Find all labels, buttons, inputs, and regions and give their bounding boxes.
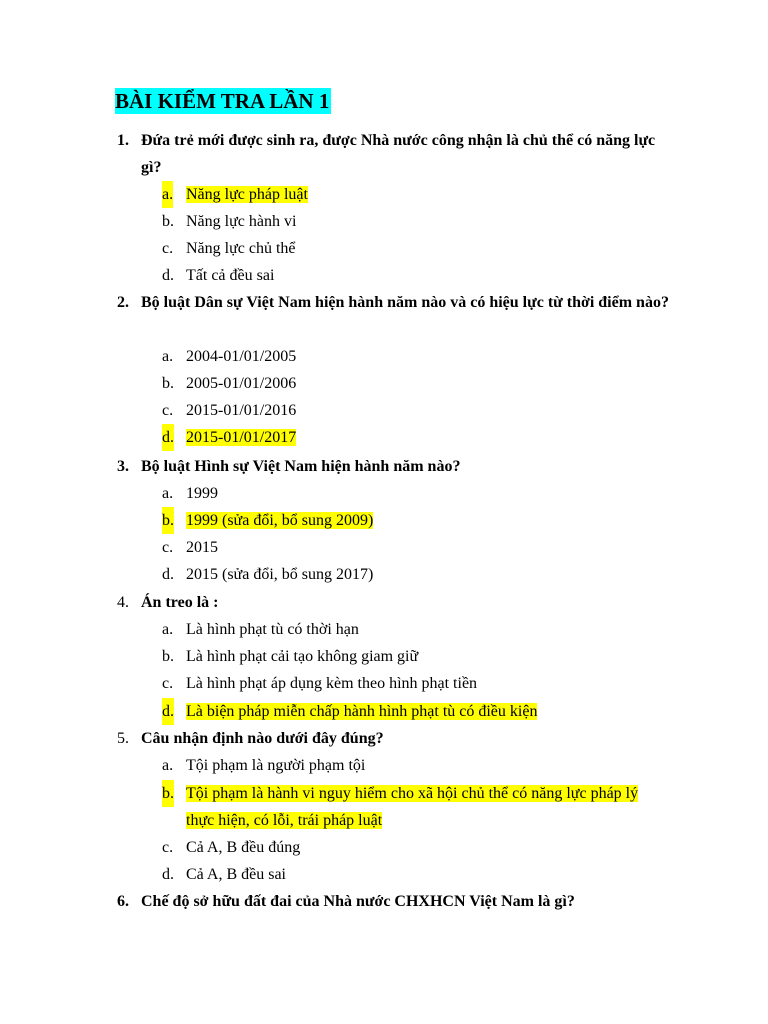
option-text: 2015-01/01/2017 [186,429,297,446]
option-letter: b. [162,213,174,230]
question-4 [117,589,677,616]
question-1 [117,127,677,181]
option-letter: c. [162,839,174,856]
question-5 [117,725,677,752]
option-letter: d. [162,267,174,284]
option-1d [162,262,682,289]
option-3a [162,480,682,507]
option-2c [162,397,682,424]
option-text: Tất cả đều sai [186,267,275,284]
option-text: 2015 [186,539,218,556]
option-text: Năng lực chủ thể [186,240,296,257]
option-text: 2015-01/01/2016 [186,402,297,419]
question-2 [117,289,677,316]
option-text: 2004-01/01/2005 [186,348,297,365]
option-text: Tội phạm là người phạm tội [186,757,366,774]
option-1c [162,235,682,262]
question-text: Bộ luật Dân sự Việt Nam hiện hành năm nào và có hiệu lực từ thời điểm nào? [141,294,669,311]
option-letter: a. [162,181,173,208]
option-text: 1999 (sửa đổi, bổ sung 2009) [186,512,374,529]
question-text: Câu nhận định nào dưới đây đúng? [141,730,384,747]
option-text: Là hình phạt áp dụng kèm theo hình phạt tiền [186,675,478,692]
option-letter: c. [162,402,174,419]
question-3 [117,453,677,480]
option-1b [162,208,682,235]
option-5c [162,834,682,861]
question-text: Chế độ sở hữu đất đai của Nhà nước CHXHCN Việt Nam là gì? [141,893,575,910]
option-5d [162,861,682,888]
option-text: Là hình phạt cải tạo không giam giữ [186,648,419,665]
option-letter: a. [162,485,174,502]
option-letter: d. [162,424,174,451]
option-text-line-1: Tội phạm là hành vi nguy hiểm cho xã hội chủ thể có năng lực pháp lý [186,785,639,802]
question-number: 1. [117,132,129,149]
option-4c [162,670,682,697]
option-text: Là hình phạt tù có thời hạn [186,621,359,638]
option-letter: a. [162,757,174,774]
option-4a [162,616,682,643]
option-2a [162,343,682,370]
question-text: Đứa trẻ mới được sinh ra, được Nhà nước công nhận là chủ thể có năng lực gì? [141,132,656,176]
option-text: Năng lực pháp luật [186,186,308,203]
option-letter: a. [162,348,174,365]
page-title: BÀI KIỂM TRA LẦN 1 [115,89,330,113]
option-1a [162,181,682,208]
option-3b [162,507,682,534]
option-5a [162,752,682,779]
question-6 [117,888,677,915]
option-letter: b. [162,375,174,392]
question-number: 6. [117,893,129,910]
option-text: 2015 (sửa đổi, bổ sung 2017) [186,566,374,583]
option-text: Là biện pháp miễn chấp hành hình phạt tù có điều kiện [186,703,538,720]
option-text: Cả A, B đều đúng [186,839,301,856]
option-letter: d. [162,866,174,883]
option-2d [162,424,682,451]
option-text: 2005-01/01/2006 [186,375,297,392]
option-text-line-2: thực hiện, có lỗi, trái pháp luật [186,812,383,829]
option-letter: c. [162,240,174,257]
question-text: Bộ luật Hình sự Việt Nam hiện hành năm nào? [141,458,461,475]
option-2b [162,370,682,397]
question-number: 3. [117,458,129,475]
question-text: Án treo là : [141,594,219,611]
option-text: Năng lực hành vi [186,213,297,230]
option-letter: d. [162,566,174,583]
option-letter: b. [162,780,174,807]
option-letter: d. [162,698,174,725]
question-number: 5. [117,730,129,747]
option-3d [162,561,682,588]
option-text: Cả A, B đều sai [186,866,286,883]
question-number: 2. [117,294,129,311]
option-4d [162,698,682,725]
option-letter: b. [162,648,174,665]
option-text: 1999 [186,485,218,502]
question-number: 4. [117,594,129,611]
option-3c [162,534,682,561]
option-4b [162,643,682,670]
option-letter: a. [162,621,174,638]
option-letter: b. [162,507,174,534]
option-letter: c. [162,675,174,692]
option-5b [162,780,682,834]
option-letter: c. [162,539,174,556]
